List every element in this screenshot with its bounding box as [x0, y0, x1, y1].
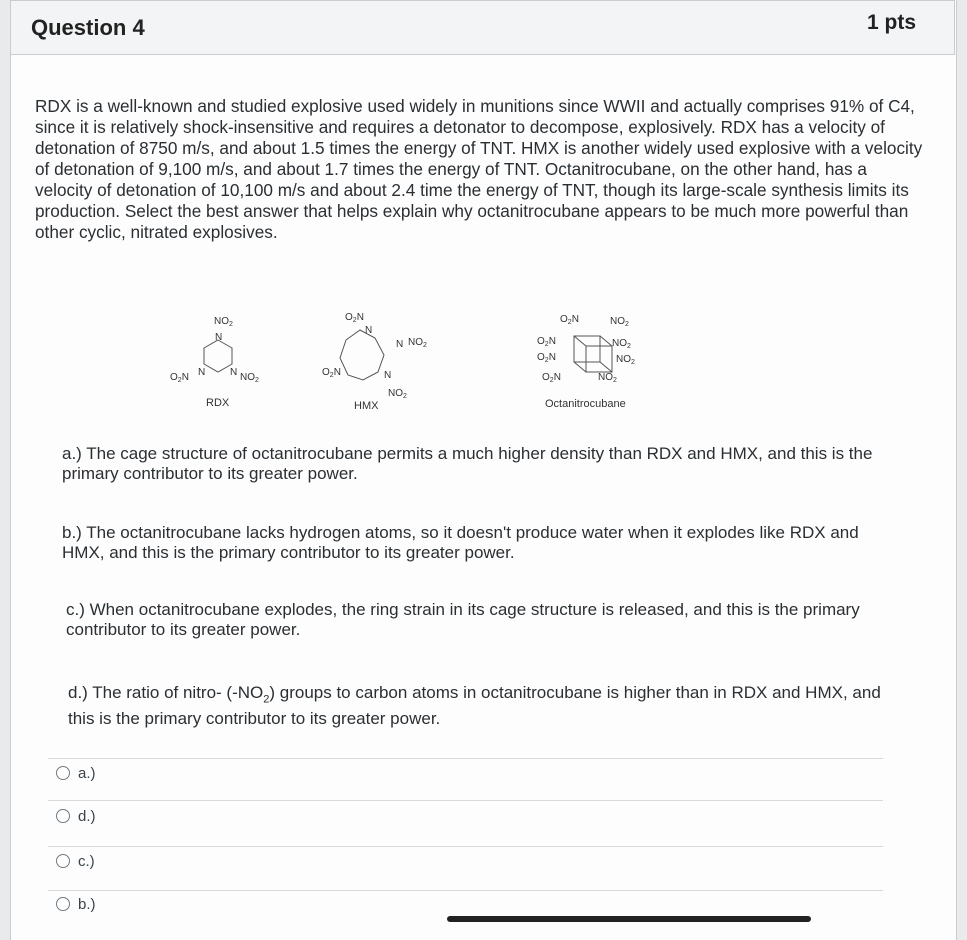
cubane-no2-1: $NO_2$: [610, 316, 629, 328]
choice-b-label: b.): [78, 895, 96, 913]
cubane-cage: [574, 336, 612, 372]
rdx-ring: [204, 340, 232, 372]
rdx-n2: N: [198, 367, 206, 378]
cubane-o2n-1: $O_2N$: [560, 314, 579, 326]
rdx-n1: N: [215, 332, 223, 343]
cubane-no2-4: $NO_2$: [598, 372, 617, 384]
rdx-right-no2: $NO_2$: [240, 372, 259, 384]
radio-c[interactable]: [56, 854, 70, 868]
choice-divider: [48, 758, 883, 759]
rdx-n3: N: [230, 367, 238, 378]
hmx-right-no2: $NO_2$: [408, 337, 427, 349]
answer-d-text: [68, 683, 908, 729]
choice-a-label: a.): [78, 764, 96, 782]
cubane-no2-3: $NO_2$: [616, 354, 635, 366]
structures-drawing: [160, 300, 660, 430]
answer-d-text-part2: ) groups to carbon atoms in octanitrocubane is higher than in RDX and HMX, and this is the primary contributor to its greater power.: [68, 683, 881, 729]
chemical-structures-figure: [160, 300, 660, 430]
cubane-no2-2: $NO_2$: [612, 338, 631, 350]
answer-a-text: a.) The cage structure of octanitrocubane permits a much higher density than RDX and HMX, and this is the primary contributor to its greater power.: [62, 444, 873, 483]
hmx-top-o2n: $O_2N$: [345, 312, 364, 324]
hmx-ring: [340, 330, 384, 380]
choice-d-label: d.): [78, 807, 96, 825]
answer-d-text-part1: d.) The ratio of nitro- (-NO: [68, 683, 264, 702]
hmx-n3: N: [384, 370, 392, 381]
answer-b-text: b.) The octanitrocubane lacks hydrogen atoms, so it doesn't produce water when it explodes like RDX and HMX, and this is the primary contributor to its greater power.: [62, 523, 859, 562]
rdx-label: RDX: [206, 397, 230, 409]
horizontal-scrollbar[interactable]: [447, 916, 811, 922]
choice-divider: [48, 890, 883, 891]
cubane-o2n-3: $O_2N$: [537, 352, 556, 364]
choice-divider: [48, 846, 883, 847]
choice-divider: [48, 800, 883, 801]
choice-d[interactable]: [56, 805, 96, 827]
answer-d-subscript: 2: [263, 693, 270, 706]
choice-c[interactable]: [56, 850, 95, 872]
question-points: 1 pts: [866, 11, 916, 34]
choice-a[interactable]: [56, 762, 96, 784]
octanitrocubane-label: Octanitrocubane: [545, 398, 626, 410]
hmx-n1: N: [365, 325, 373, 336]
question-title: Question 4: [31, 15, 145, 40]
question-text: RDX is a well-known and studied explosive used widely in munitions since WWII and actually comprises 91% of C4, since it is relatively shock-insensitive and requires a detonator to decompose, explosively. RDX has a velocity of detonation of 8750 m/s, and about 1.5 times the energy of TNT. HMX is another widely used explosive with a velocity of detonation of 9,100 m/s, and about 1.7 times the energy of TNT. Octanitrocubane, on the other hand, has a velocity of detonation of 10,100 m/s and about 2.4 time the energy of TNT, though its large-scale synthesis limits its production. Select the best answer that helps explain why octanitrocubane appears to be much more powerful than other cyclic, nitrated explosives.: [35, 96, 923, 242]
choice-b[interactable]: [56, 893, 96, 915]
answer-c-text: c.) When octanitrocubane explodes, the ring strain in its cage structure is released, and this is the primary contributor to its greater power.: [66, 600, 860, 639]
hmx-label: HMX: [354, 400, 379, 412]
rdx-top-no2: $NO_2$: [214, 316, 233, 328]
radio-b[interactable]: [56, 897, 70, 911]
radio-d[interactable]: [56, 809, 70, 823]
hmx-left-o2n: $O_2N$: [322, 367, 341, 379]
radio-a[interactable]: [56, 766, 70, 780]
question-header: [10, 0, 955, 55]
rdx-left-o2n: $O_2N$: [170, 372, 189, 384]
choice-c-label: c.): [78, 852, 95, 870]
cubane-o2n-2: $O_2N$: [537, 336, 556, 348]
hmx-bottom-no2: $NO_2$: [388, 388, 407, 400]
cubane-o2n-4: $O_2N$: [542, 372, 561, 384]
hmx-n2: N: [396, 339, 404, 350]
